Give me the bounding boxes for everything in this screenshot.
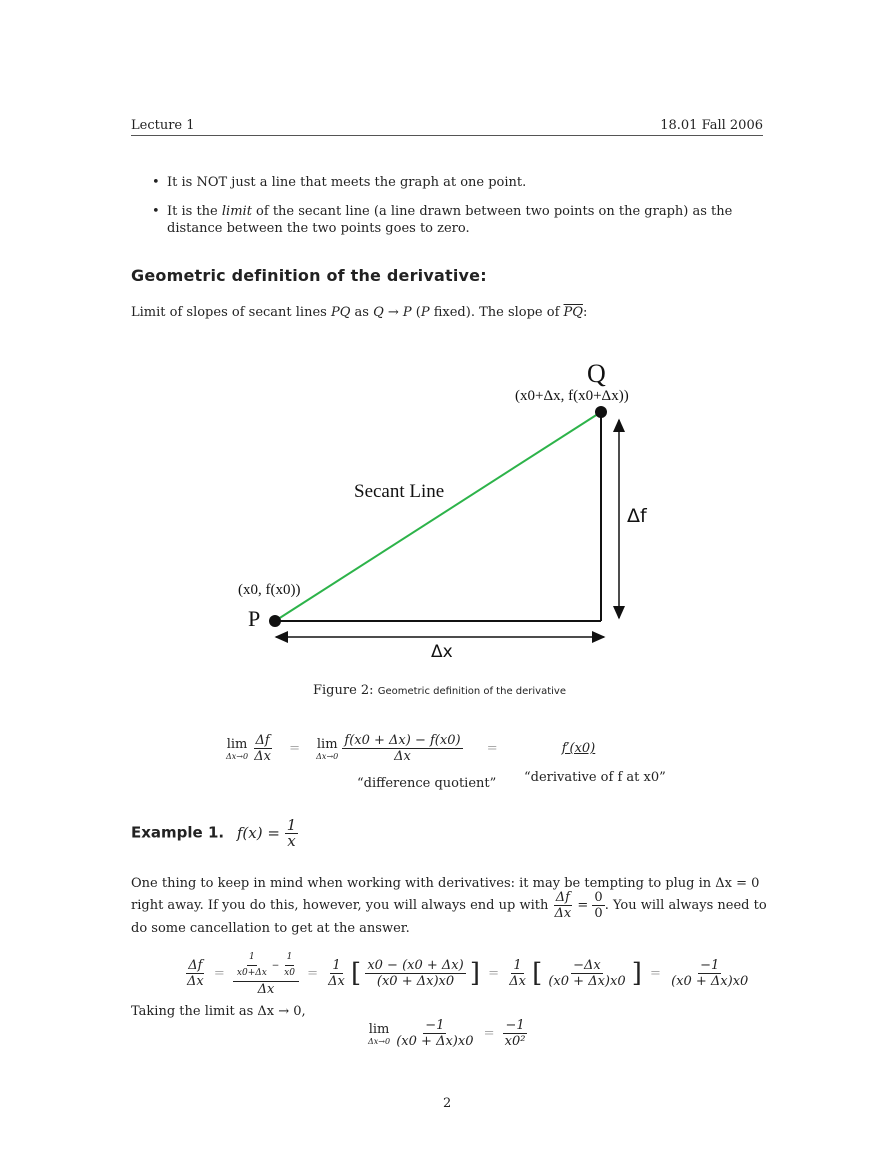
difference-quotient-fraction (342, 733, 462, 764)
para-taking-limit: Taking the limit as Δx → 0, (131, 1004, 306, 1019)
fraction (282, 950, 297, 981)
intro-text (131, 302, 587, 323)
bullet-text: It is NOT just a line that meets the graph at one point. (167, 175, 527, 190)
denominator: (x0 + Δx)x0 (396, 1034, 474, 1049)
lim-subscript: Δx→0 (226, 751, 249, 761)
numerator: −1 (425, 1018, 445, 1033)
denominator: x (287, 832, 296, 850)
para-line-3: do some cancellation to get at the answer. (131, 921, 410, 936)
secant-label: Secant Line (354, 481, 445, 502)
header-right: 18.01 Fall 2006 (660, 118, 763, 133)
delta-x-label: Δx (431, 642, 453, 662)
denominator: Δx (509, 974, 526, 989)
denominator: 0 (594, 906, 603, 921)
numerator: −1 (700, 958, 720, 973)
equals-sign: = (577, 898, 589, 913)
bullet-dot-icon: • (152, 175, 160, 190)
denominator: Δx (187, 974, 204, 989)
numerator: 1 (286, 816, 297, 834)
intro-part: as (350, 305, 374, 320)
lim-subscript: Δx→0 (316, 751, 339, 761)
limit (226, 737, 248, 761)
denominator: (x0 + Δx)x0 (548, 974, 626, 989)
p-label: P (248, 606, 261, 631)
denominator: Δx (394, 749, 411, 764)
intro-part: ( (411, 305, 421, 320)
limit (368, 1022, 390, 1046)
delta-f-label: Δf (627, 505, 647, 527)
numerator: Δf (255, 733, 270, 748)
intro-part: Limit of slopes of secant lines (131, 305, 331, 320)
bracket-left: [ (532, 958, 543, 989)
intro-pq-overline: $\overline{PQ}$ (563, 305, 583, 320)
difference-quotient-derivation (185, 950, 750, 997)
caption-prefix: Figure 2: (313, 683, 374, 698)
page-number: 2 (443, 1096, 452, 1111)
numerator: Δf (555, 890, 570, 905)
numerator: 1 (513, 958, 522, 973)
bracket-right: ] (631, 958, 642, 989)
bullet-text-post: of the secant line (a line drawn between two points on the graph) as the distance between the two points goes to zero. (167, 204, 733, 236)
para-line-2-end: . You will always need to (604, 898, 767, 913)
bullet-text-emphasis: limit (221, 204, 252, 219)
denominator: Δx (328, 974, 345, 989)
intro-qp: Q → P (373, 305, 412, 320)
bullet-text (167, 203, 767, 237)
equals-sign: = (488, 966, 500, 981)
delta-ratio (185, 958, 206, 989)
section-title: Geometric definition of the derivative: (131, 266, 487, 285)
bracket-left: [ (351, 958, 362, 989)
example-fraction (285, 818, 299, 849)
equals-sign: = (650, 966, 661, 981)
q-coordinate: (x0+Δx, f(x0+Δx)) (515, 388, 629, 404)
denominator: Δx (554, 906, 572, 921)
numerator: 1 (332, 958, 341, 973)
intro-p: P (420, 305, 430, 320)
equals-sign: = (289, 741, 301, 756)
denominator: Δx (257, 982, 275, 997)
denominator: Δx (254, 749, 271, 764)
fraction (394, 1018, 475, 1049)
denominator: x0 (284, 968, 295, 978)
derivative-notation: f′(x0) (561, 741, 596, 756)
denominator: (x0 + Δx)x0 (376, 974, 455, 989)
equals-sign: = (213, 966, 225, 981)
header-rule (131, 135, 763, 136)
bullet-dot-icon: • (152, 204, 160, 219)
denominator: x0+Δx (236, 968, 267, 978)
secant-figure (232, 352, 662, 682)
lim-subscript: Δx→0 (368, 1036, 391, 1046)
denominator: (x0 + Δx)x0 (671, 974, 749, 989)
numerator: x0 − (x0 + Δx) (367, 958, 464, 973)
minus-sign: − (271, 961, 280, 971)
difference-quotient-label: “difference quotient” (357, 776, 497, 791)
numerator: 0 (594, 890, 603, 905)
fraction (669, 958, 750, 989)
intro-pq: PQ (330, 305, 351, 320)
fraction (503, 1018, 528, 1049)
para-line-2 (131, 890, 771, 921)
equals-sign: = (483, 1026, 495, 1041)
example-heading (131, 818, 298, 849)
zero-over-zero (592, 890, 604, 921)
numerator: 1 (285, 950, 295, 966)
denominator: x0² (504, 1034, 526, 1049)
example-function: f(x) = (236, 823, 280, 842)
para-line-1: One thing to keep in mind when working with derivatives: it may be tempting to plug in Δx = 0 (131, 876, 760, 891)
header-left: Lecture 1 (131, 118, 195, 133)
compound-fraction (233, 950, 299, 997)
lim-text: lim (226, 736, 248, 752)
numerator: f(x0 + Δx) − f(x0) (344, 733, 461, 748)
point-q (595, 406, 607, 418)
example-title: Example 1. (131, 823, 225, 842)
lim-text: lim (368, 1021, 390, 1037)
caption-text: Geometric definition of the derivative (377, 686, 566, 697)
fraction (365, 958, 465, 989)
numerator: −Δx (573, 958, 601, 973)
numerator (233, 950, 299, 982)
para-line-2-start: right away. If you do this, however, you will always end up with (131, 898, 549, 913)
bracket-right: ] (469, 958, 480, 989)
equals-sign: = (307, 966, 318, 981)
secant-line (275, 412, 601, 621)
intro-part: fixed). The slope of (429, 305, 564, 320)
numerator: −1 (505, 1018, 525, 1033)
fraction (326, 958, 347, 989)
q-label: Q (587, 359, 606, 388)
derivative-label: “derivative of f at x0” (524, 770, 666, 785)
fraction (546, 958, 627, 989)
p-coordinate: (x0, f(x0)) (238, 582, 301, 598)
derivative-definition-equation (226, 733, 595, 764)
bullet-text-pre: It is the (167, 204, 222, 219)
point-p (269, 615, 281, 627)
lim-text: lim (316, 736, 338, 752)
delta-ratio (552, 890, 573, 921)
fraction (235, 950, 269, 981)
equals-sign: = (486, 741, 498, 756)
intro-part: : (582, 305, 588, 320)
figure-caption (313, 683, 566, 698)
limit (316, 737, 338, 761)
fraction (507, 958, 528, 989)
numerator: 1 (247, 950, 257, 966)
limit-result-equation (368, 1018, 527, 1049)
numerator: Δf (188, 958, 203, 973)
delta-f-over-delta-x (252, 733, 273, 764)
